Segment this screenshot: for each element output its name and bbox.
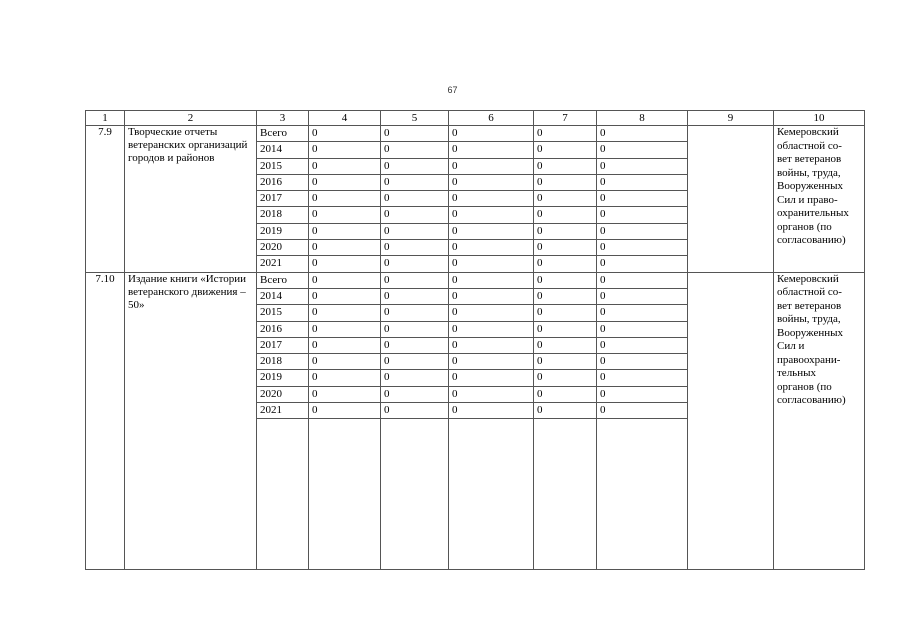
- page-number: 67: [447, 85, 458, 95]
- value-cell: 0: [449, 223, 534, 239]
- value-cell: 0: [309, 207, 381, 223]
- value-cell: 0: [381, 223, 449, 239]
- value-cell: 0: [534, 288, 597, 304]
- year-cell: 2021: [257, 256, 309, 272]
- header-cell-7: 7: [534, 111, 597, 126]
- value-cell: 0: [381, 354, 449, 370]
- value-cell: 0: [449, 386, 534, 402]
- year-cell: 2019: [257, 370, 309, 386]
- value-cell: 0: [381, 240, 449, 256]
- value-cell: 0: [381, 142, 449, 158]
- value-cell: 0: [309, 158, 381, 174]
- year-cell: 2014: [257, 142, 309, 158]
- program-table: [85, 110, 865, 570]
- header-cell-6: 6: [449, 111, 534, 126]
- header-cell-8: 8: [597, 111, 688, 126]
- value-cell: 0: [309, 256, 381, 272]
- value-cell: 0: [309, 191, 381, 207]
- executor-line: Вооруженных: [777, 326, 844, 339]
- value-cell: 0: [309, 354, 381, 370]
- executor-line: органов (по: [777, 220, 832, 233]
- value-cell: 0: [449, 305, 534, 321]
- value-cell: 0: [449, 207, 534, 223]
- value-cell: 0: [597, 354, 688, 370]
- value-cell: 0: [534, 354, 597, 370]
- header-cell-2: 2: [125, 111, 257, 126]
- value-cell: 0: [309, 174, 381, 190]
- value-cell: 0: [381, 207, 449, 223]
- value-cell: 0: [381, 403, 449, 419]
- value-cell: 0: [534, 240, 597, 256]
- year-cell: 2014: [257, 288, 309, 304]
- filler-cell: [534, 419, 597, 570]
- value-cell: 0: [381, 337, 449, 353]
- value-cell: 0: [597, 321, 688, 337]
- value-cell: 0: [597, 370, 688, 386]
- value-cell: 0: [449, 158, 534, 174]
- filler-cell: [309, 419, 381, 570]
- value-cell: 0: [534, 223, 597, 239]
- value-cell: 0: [534, 256, 597, 272]
- value-cell: 0: [309, 288, 381, 304]
- value-cell: 0: [381, 256, 449, 272]
- year-cell: 2018: [257, 207, 309, 223]
- header-cell-4: 4: [309, 111, 381, 126]
- value-cell: 0: [597, 305, 688, 321]
- executor-line: Кемеровский: [777, 126, 839, 138]
- value-cell: 0: [449, 337, 534, 353]
- value-cell: 0: [309, 272, 381, 288]
- value-cell: 0: [381, 370, 449, 386]
- header-cell-1: 1: [86, 111, 125, 126]
- executor-cell: [774, 126, 865, 273]
- value-cell: 0: [309, 142, 381, 158]
- value-cell: 0: [534, 207, 597, 223]
- value-cell: 0: [381, 126, 449, 142]
- value-cell: 0: [309, 337, 381, 353]
- year-cell: 2019: [257, 223, 309, 239]
- year-cell: 2015: [257, 158, 309, 174]
- value-cell: 0: [449, 370, 534, 386]
- year-cell: Всего: [257, 126, 309, 142]
- value-cell: 0: [597, 386, 688, 402]
- value-cell: 0: [534, 174, 597, 190]
- executor-line: Вооруженных: [777, 180, 844, 192]
- value-cell: 0: [534, 126, 597, 142]
- value-cell: 0: [534, 386, 597, 402]
- value-cell: 0: [309, 305, 381, 321]
- value-cell: 0: [449, 288, 534, 304]
- value-cell: 0: [597, 403, 688, 419]
- value-cell: 0: [597, 256, 688, 272]
- year-cell: 2016: [257, 174, 309, 190]
- year-cell: 2020: [257, 240, 309, 256]
- executor-line: областной со-: [777, 286, 842, 299]
- value-cell: 0: [381, 174, 449, 190]
- executor-line: Сил и: [777, 340, 805, 353]
- value-cell: 0: [449, 126, 534, 142]
- executor-line: тельных: [777, 367, 816, 380]
- executor-line: областной со-: [777, 139, 842, 152]
- value-cell: 0: [449, 354, 534, 370]
- executor-line: охранительных: [777, 207, 849, 219]
- value-cell: 0: [597, 288, 688, 304]
- value-cell: 0: [534, 272, 597, 288]
- value-cell: 0: [597, 158, 688, 174]
- executor-line: правоохрани-: [777, 353, 841, 366]
- value-cell: 0: [309, 223, 381, 239]
- column-9-empty: [688, 126, 774, 273]
- value-cell: 0: [309, 386, 381, 402]
- table-row: [86, 272, 865, 288]
- value-cell: 0: [449, 256, 534, 272]
- value-cell: 0: [597, 272, 688, 288]
- column-9-empty: [688, 272, 774, 570]
- value-cell: 0: [597, 174, 688, 190]
- value-cell: 0: [309, 321, 381, 337]
- filler-cell: [257, 419, 309, 570]
- value-cell: 0: [449, 142, 534, 158]
- executor-line: вет ветеранов: [777, 153, 842, 165]
- value-cell: 0: [381, 386, 449, 402]
- value-cell: 0: [597, 337, 688, 353]
- year-cell: 2021: [257, 403, 309, 419]
- value-cell: 0: [381, 272, 449, 288]
- value-cell: 0: [381, 288, 449, 304]
- value-cell: 0: [534, 321, 597, 337]
- value-cell: 0: [534, 403, 597, 419]
- executor-line: Сил и право-: [777, 193, 838, 206]
- value-cell: 0: [597, 191, 688, 207]
- value-cell: 0: [449, 191, 534, 207]
- value-cell: 0: [449, 321, 534, 337]
- table-row: [86, 126, 865, 142]
- value-cell: 0: [309, 403, 381, 419]
- table-body: [86, 126, 865, 570]
- activity-name: Творческие отчеты ветеранских организаций городов и районов: [125, 126, 257, 273]
- value-cell: 0: [597, 240, 688, 256]
- value-cell: 0: [534, 305, 597, 321]
- value-cell: 0: [597, 142, 688, 158]
- header-row: [86, 111, 865, 126]
- value-cell: 0: [381, 305, 449, 321]
- executor-line: органов (по: [777, 380, 832, 393]
- header-cell-5: 5: [381, 111, 449, 126]
- activity-name: Издание книги «Истории ветеранского движения – 50»: [125, 272, 257, 570]
- executor-line: войны, труда,: [777, 166, 841, 179]
- value-cell: 0: [597, 126, 688, 142]
- value-cell: 0: [534, 158, 597, 174]
- row-number: 7.9: [86, 126, 125, 273]
- value-cell: 0: [309, 126, 381, 142]
- year-cell: Всего: [257, 272, 309, 288]
- value-cell: 0: [449, 240, 534, 256]
- executor-line: вет ветеранов: [777, 299, 842, 312]
- value-cell: 0: [449, 272, 534, 288]
- filler-cell: [597, 419, 688, 570]
- executor-cell: [774, 272, 865, 570]
- value-cell: 0: [534, 370, 597, 386]
- value-cell: 0: [381, 158, 449, 174]
- year-cell: 2020: [257, 386, 309, 402]
- header-cell-10: 10: [774, 111, 865, 126]
- value-cell: 0: [534, 142, 597, 158]
- executor-line: согласованию): [777, 394, 846, 407]
- value-cell: 0: [309, 240, 381, 256]
- executor-line: Кемеровский: [777, 272, 839, 285]
- executor-line: войны, труда,: [777, 313, 841, 326]
- year-cell: 2018: [257, 354, 309, 370]
- value-cell: 0: [534, 191, 597, 207]
- value-cell: 0: [597, 223, 688, 239]
- value-cell: 0: [449, 174, 534, 190]
- value-cell: 0: [309, 370, 381, 386]
- row-number: 7.10: [86, 272, 125, 570]
- filler-cell: [381, 419, 449, 570]
- filler-cell: [449, 419, 534, 570]
- header-cell-9: 9: [688, 111, 774, 126]
- header-cell-3: 3: [257, 111, 309, 126]
- year-cell: 2017: [257, 191, 309, 207]
- year-cell: 2015: [257, 305, 309, 321]
- year-cell: 2017: [257, 337, 309, 353]
- value-cell: 0: [381, 321, 449, 337]
- value-cell: 0: [449, 403, 534, 419]
- value-cell: 0: [597, 207, 688, 223]
- executor-line: согласованию): [777, 234, 846, 246]
- year-cell: 2016: [257, 321, 309, 337]
- value-cell: 0: [534, 337, 597, 353]
- value-cell: 0: [381, 191, 449, 207]
